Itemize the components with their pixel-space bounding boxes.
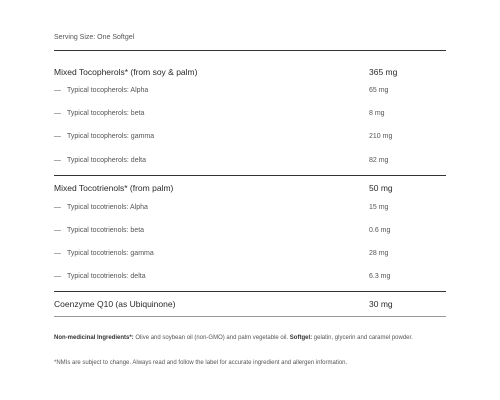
ingredient-row-coq10 xyxy=(54,299,446,311)
dash-marker: — xyxy=(54,110,61,117)
dash-marker: — xyxy=(54,273,61,280)
non-medicinal-text: Olive and soybean oil (non-GMO) and palm vegetable oil. xyxy=(133,335,290,341)
sub-ingredient-name: Typical tocotrienols: beta xyxy=(67,227,145,234)
softgel-text: gelatin, glycerin and caramel powder. xyxy=(312,335,413,341)
bottom-rule xyxy=(54,316,446,317)
softgel-label: Softgel: xyxy=(289,335,313,341)
sub-ingredient-amount: 8 mg xyxy=(369,110,385,117)
dash-marker: — xyxy=(54,157,61,164)
ingredient-row-tocopherols xyxy=(54,67,446,79)
group-divider xyxy=(54,291,446,292)
sub-ingredient-amount: 6.3 mg xyxy=(369,273,391,280)
top-rule xyxy=(54,50,446,51)
sub-ingredient-row xyxy=(54,249,446,261)
sub-ingredient-amount: 65 mg xyxy=(369,87,389,94)
sub-ingredient-row xyxy=(54,226,446,238)
sub-ingredient-name: Typical tocopherols: gamma xyxy=(67,133,155,140)
ingredient-amount: 30 mg xyxy=(369,299,393,309)
non-medicinal-label: Non-medicinal Ingredients*: xyxy=(54,335,134,341)
sub-ingredient-name: Typical tocotrienols: Alpha xyxy=(67,204,148,211)
ingredient-name: Mixed Tocopherols* (from soy & palm) xyxy=(54,67,198,77)
sub-ingredient-row xyxy=(54,86,446,98)
sub-ingredient-amount: 28 mg xyxy=(369,250,389,257)
sub-ingredient-name: Typical tocotrienols: delta xyxy=(67,273,146,280)
non-medicinal-ingredients xyxy=(54,334,454,342)
ingredient-row-tocotrienols xyxy=(54,183,446,195)
dash-marker: — xyxy=(54,133,61,140)
sub-ingredient-amount: 0.6 mg xyxy=(369,227,391,234)
dash-marker: — xyxy=(54,250,61,257)
sub-ingredient-row xyxy=(54,272,446,284)
sub-ingredient-row xyxy=(54,203,446,215)
ingredient-name: Coenzyme Q10 (as Ubiquinone) xyxy=(54,299,176,309)
disclaimer: *NMIs are subject to change. Always read and follow the label for accurate ingredient and allergen information. xyxy=(54,360,348,366)
sub-ingredient-row xyxy=(54,132,446,144)
sub-ingredient-name: Typical tocopherols: Alpha xyxy=(67,87,149,94)
ingredient-amount: 365 mg xyxy=(369,67,398,77)
sub-ingredient-name: Typical tocotrienols: gamma xyxy=(67,250,154,257)
sub-ingredient-row xyxy=(54,109,446,121)
dash-marker: — xyxy=(54,204,61,211)
sub-ingredient-amount: 82 mg xyxy=(369,157,389,164)
dash-marker: — xyxy=(54,87,61,94)
sub-ingredient-amount: 210 mg xyxy=(369,133,393,140)
serving-size: Serving Size: One Softgel xyxy=(54,34,135,41)
sub-ingredient-name: Typical tocopherols: beta xyxy=(67,110,145,117)
ingredient-amount: 50 mg xyxy=(369,183,393,193)
ingredient-name: Mixed Tocotrienols* (from palm) xyxy=(54,183,174,193)
sub-ingredient-name: Typical tocopherols: delta xyxy=(67,157,146,164)
sub-ingredient-amount: 15 mg xyxy=(369,204,389,211)
dash-marker: — xyxy=(54,227,61,234)
sub-ingredient-row xyxy=(54,156,446,168)
group-divider xyxy=(54,175,446,176)
